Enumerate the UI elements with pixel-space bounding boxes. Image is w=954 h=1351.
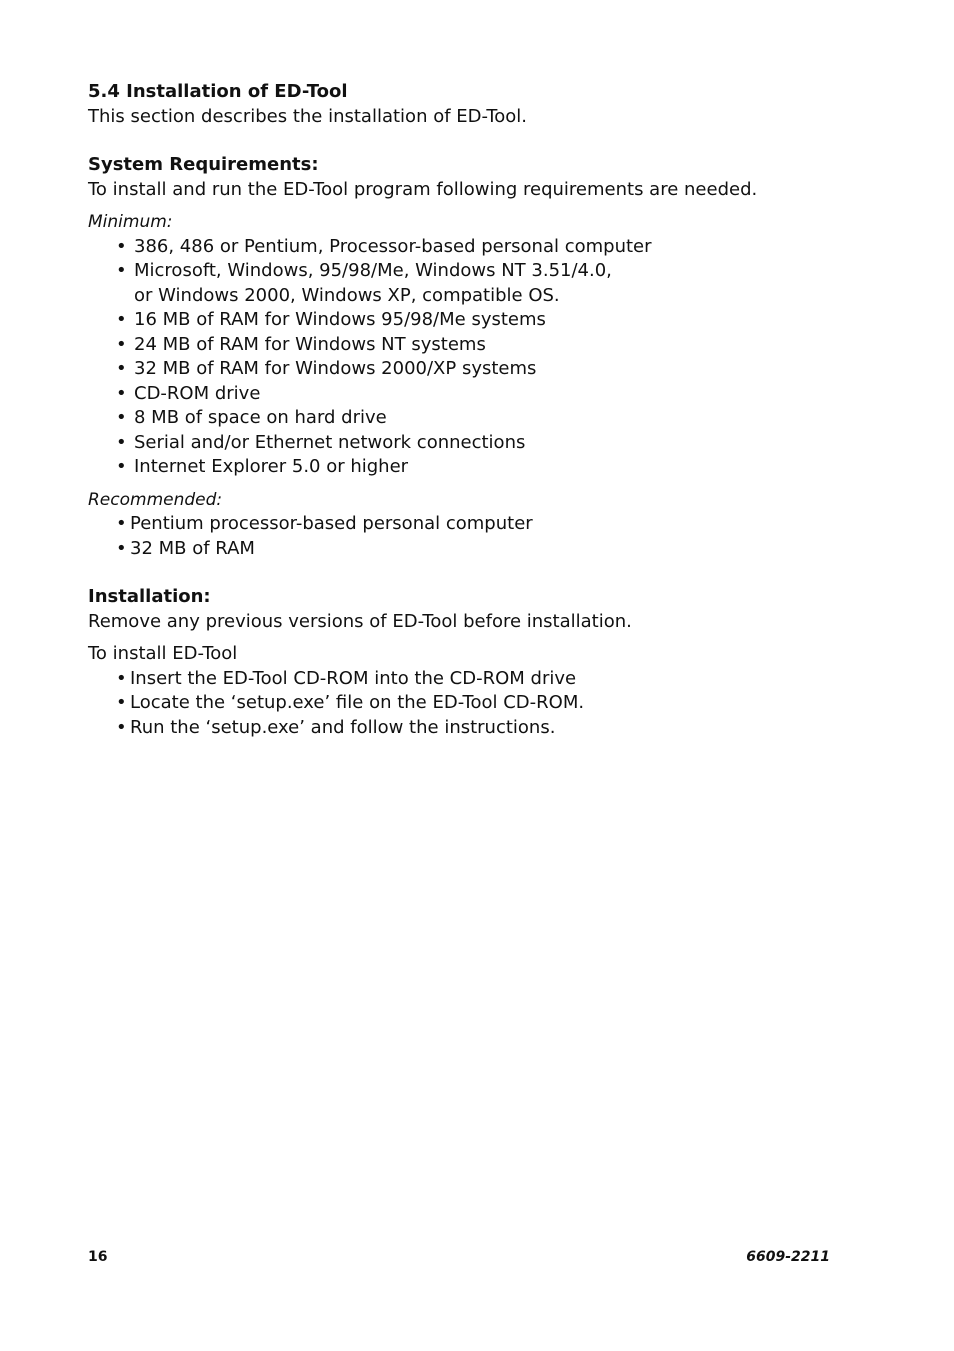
installation-steps-intro: To install ED-Tool xyxy=(88,643,238,664)
list-item: • 16 MB of RAM for Windows 95/98/Me systems xyxy=(116,308,848,333)
list-item: • 32 MB of RAM xyxy=(116,537,848,562)
bullet: • xyxy=(116,382,127,404)
list-item: • CD-ROM drive xyxy=(116,382,848,407)
list-item: • 24 MB of RAM for Windows NT systems xyxy=(116,333,848,358)
bullet: • xyxy=(116,358,127,379)
installation-heading: Installation: xyxy=(88,586,211,607)
minimum-label: Minimum: xyxy=(88,212,173,232)
list-item: • Pentium processor-based personal computer xyxy=(116,512,848,537)
section-intro: This section describes the installation of ED-Tool. xyxy=(88,105,528,127)
minimum-list xyxy=(88,235,848,480)
document-page xyxy=(88,80,848,740)
bullet: • xyxy=(116,692,127,713)
bullet: • xyxy=(116,235,127,257)
list-item: • Microsoft, Windows, 95/98/Me, Windows NT 3.51/4.0, or Windows 2000, Windows XP, compatible OS. xyxy=(116,260,612,306)
recommended-list xyxy=(88,512,848,561)
list-item: • 8 MB of space on hard drive xyxy=(116,406,848,431)
list-item: • Locate the ‘setup.exe’ file on the ED-Tool CD-ROM. xyxy=(116,691,848,716)
bullet: • xyxy=(116,667,127,689)
bullet: • xyxy=(116,333,127,355)
installation-steps-list xyxy=(88,667,848,741)
bullet: • xyxy=(116,431,127,453)
list-item: • Run the ‘setup.exe’ and follow the instructions. xyxy=(116,716,848,741)
installation-intro: Remove any previous versions of ED-Tool before installation. xyxy=(88,610,632,632)
list-item: • Internet Explorer 5.0 or higher xyxy=(116,455,848,480)
bullet: • xyxy=(116,537,127,559)
document-number: 6609-2211 xyxy=(746,1249,830,1265)
list-item: • 32 MB of RAM for Windows 2000/XP systems xyxy=(116,357,848,382)
list-item: • Insert the ED-Tool CD-ROM into the CD-ROM drive xyxy=(116,667,848,692)
bullet: • xyxy=(116,309,127,330)
bullet: • xyxy=(116,456,127,477)
list-item: • 386, 486 or Pentium, Processor-based personal computer xyxy=(116,235,848,260)
recommended-label: Recommended: xyxy=(88,489,223,510)
bullet: • xyxy=(116,260,127,281)
section-title: 5.4 Installation of ED-Tool xyxy=(88,81,348,102)
bullet: • xyxy=(116,407,127,428)
page-number: 16 xyxy=(88,1249,108,1265)
list-item: • Serial and/or Ethernet network connections xyxy=(116,431,848,456)
requirements-heading: System Requirements: xyxy=(88,154,319,175)
list-item-continuation: or Windows 2000, Windows XP, compatible OS. xyxy=(134,284,560,306)
bullet: • xyxy=(116,513,127,534)
bullet: • xyxy=(116,716,127,738)
requirements-intro: To install and run the ED-Tool program following requirements are needed. xyxy=(88,178,758,200)
